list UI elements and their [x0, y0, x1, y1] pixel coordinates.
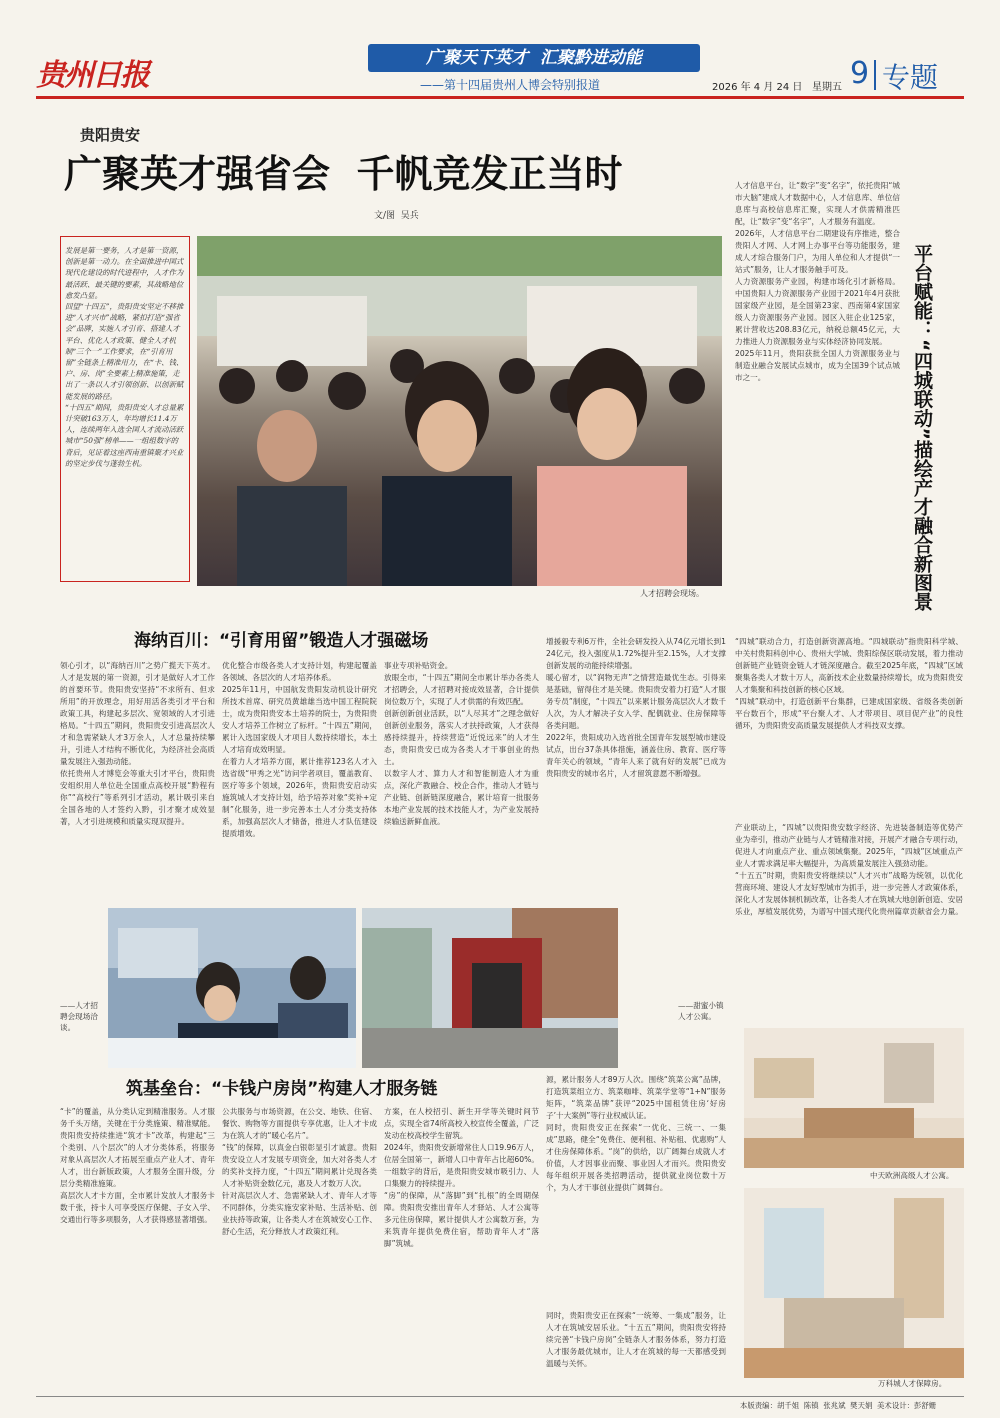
- banner: [368, 44, 700, 72]
- kicker: 贵阳贵安: [80, 126, 141, 144]
- section1-col2: 优化整合市级各类人才支持计划，构建起覆盖各领域、各层次的人才培养体系。 2025年11月，中国航发贵阳发动机设计研究所技术首席、研究员黄雄雄当选中国工程院院士，成为贵阳贵安本土培养的院士，为贵阳贵安人才培养工作树立了标杆。“十四五”期间，累计入选国家级人才项目人数持续增长，本土人才培育成效明显。 在着力人才培养方面，累计推荐123名人才入选省级“甲秀之光”访问学者项目，覆盖教育、医疗等多个领域，2026年，贵阳贵安启动实施筑城人才支持计划，给予培养对象“奖补+定制”化服务，进一步完善本土人才分类支持体系，加强高层次人才储备，推进人才队伍建设提质增效。: [222, 661, 377, 838]
- main-photo-caption: 人才招聘会现场。: [640, 589, 704, 598]
- issue-date: 2026 年 4 月 24 日: [712, 82, 803, 93]
- column-right-low: 产业联动上，“四城”以贵阳贵安数字经济、先进装备制造等优势产业为牵引，推动产业链与人才链精准对接，开展产才融合专项行动，促进人才向重点产业、重点领域集聚。2025年，“四城”区域重点产业人才需求满足率大幅提升，为高质量发展注入强劲动能。 “十五五”时期，贵阳贵安将继续以“人才兴市”战略为统领，以优化营商环境、建设人才友好型城市为抓手，进一步完善人才政策体系，深化人才发展体制机制改革，让各类人才在筑城大地创新创造、安居乐业，厚植发展优势，为谱写中国式现代化贵州篇章贡献省会力量。: [735, 823, 963, 916]
- section-divider: [874, 60, 876, 90]
- section1-col3: 事业专项补贴资金。 放眼全市，“十四五”期间全市累计举办各类人才招聘会，人才招聘对接成效显著，合计提供岗位数万个，实现了人才供需的有效匹配。 创新创新创业活跃，以“人尽其才”之理念做好创新创业服务，落实人才扶持政策，人才获得感持续提升，持续营造“近悦远来”的人才生态，贵阳贵安已成为各类人才干事创业的热土。 以数字人才、算力人才和智能制造人才为重点，深化产教融合、校企合作，推动人才链与产业链、创新链深度融合，累计培育一批服务本地产业发展的技术技能人才，为产业发展持续输送新鲜血液。: [384, 661, 539, 826]
- side-headline: 平台赋能：“四城联动”描绘产才融合新图景: [911, 244, 933, 611]
- section1-col1: 领心引才，以“海纳百川”之势广揽天下英才。人才是发展的第一资源，引才是做好人才工作的首要环节。贵阳贵安坚持“不求所有、但求所用”的开放理念，用好用活各类引才平台和政策工具，构建起多层次、宽领域的人才引进格局。“十四五”期间，贵阳贵安引进高层次人才和急需紧缺人才3万余人，人才总量持续攀升，引进人才结构不断优化，为经济社会高质量发展注入强劲动能。 依托贵州人才博览会等重大引才平台，贵阳贵安组织用人单位赴全国重点高校开展“黔程有你”“高校行”等系列引才活动，累计吸引来自全国各地的人才签约入黔，引才聚才成效显著，人才引进规模和质量实现双提升。: [60, 661, 215, 826]
- issue-weekday: 星期五: [812, 82, 842, 93]
- intro-text: 发展是第一要务，人才是第一资源，创新是第一动力。在全面推进中国式现代化建设的时代进程中，人才作为最活跃、最关键的要素，其战略地位愈发凸显。 回望“十四五”，贵阳贵安坚定不移推进“人才兴市”战略，紧扣打造“强省会”品牌，实施人才引育、搭建人才平台、优化人才政策、健全人才机制“三个一”工作要求，在“引育用留”全链条上精准用力，在“卡、钱、户、房、岗”全要素上精准施策，走出了一条以人才引领创新、以创新赋能发展的路径。 “十四五”期间，贵阳贵安人才总量累计突破163万人，年均增长11.4万人，连续两年入选全国人才流动活跃城市“50强”榜单——一组组数字的背后，见证着这座西南重镇聚才兴业的坚定步伐与蓬勃生机。: [65, 246, 184, 468]
- section-label: 专题: [882, 61, 939, 94]
- crowd-illustration: [197, 236, 722, 586]
- mid-photo-caption: ——甜蜜小镇人才公寓。: [678, 1001, 724, 1021]
- banner-subtitle: ——第十四届贵州人博会特别报道: [420, 78, 601, 92]
- mid-photo: [362, 908, 618, 1068]
- section2-title: 筑基垒台：“卡钱户房岗”构建人才服务链: [126, 1079, 438, 1099]
- right-top-photo: [744, 1028, 964, 1168]
- section1-title: 海纳百川：“引育用留”锻造人才强磁场: [134, 631, 429, 651]
- byline: 文/图 吴兵: [374, 211, 419, 221]
- intro-box: [60, 236, 190, 582]
- column-right-top: 人才信息平台，让“数字”变“名字”，依托贵阳“城市大脑”建成人才数据中心，人才信息库、单位信息库与高校信息库汇聚，实现人才供需精准匹配，让“数字”变“名字”，人才服务有温度。 2026年，人才信息平台二期建设有序推进，整合贵阳人才网、人才网上办事平台等功能服务，建成人才综合服务门户，为用人单位和人才提供“一站式”服务，让人才服务触手可及。 人力资源服务产业园，构建市场化引才新格局。中国贵阳人力资源服务产业园于2021年4月获批国家级产业园，是全国第23家、西南第4家国家级人力资源服务产业园。园区入驻企业125家，累计营收达208.83亿元，纳税总额45亿元，大力推进人力资源服务业与实体经济协同发展。 2025年11月，贵阳获批全国人力资源服务业与制造业融合发展试点城市，成为全国39个试点城市之一。: [735, 181, 900, 382]
- right-bottom-caption: 万科城人才保障房。: [878, 1379, 947, 1388]
- masthead-logo: 贵州日报: [36, 58, 148, 93]
- section2-col1: “卡”的覆盖，从分类认定到精准服务。人才服务千头万绪，关键在于分类施策、精准赋能。贵阳贵安持续推进“筑才卡”改革，构建起“三个类别、八个层次”的人才分类体系，将服务对象从高层次人才拓展至重点产业人才、青年人才，出台新版政策，人才服务全面升级，分层分类精准施策。 高层次人才卡方面，全市累计发放人才服务卡数千张，持卡人可享受医疗保健、子女入学、交通出行等多项服务，人才获得感显著增强。: [60, 1107, 215, 1224]
- right-bottom-photo: [744, 1188, 964, 1378]
- page-number: 9: [850, 56, 870, 91]
- left-photo: [108, 908, 356, 1068]
- headline: 广聚英才强省会 千帆竞发正当时: [64, 152, 623, 196]
- section2-col3: 方案，在人校招引、新生开学等关键时间节点，实现全省74所高校入校宣传全覆盖，广泛发动在校高校学生留筑。 2024年，贵阳贵安新增常住人口19.96万人，位居全国第一，新增人口中青年占比超60%。一组数字的背后，是贵阳贵安城市吸引力、人口集聚力的持续提升。 “房”的保障，从“落脚”到“扎根”的全周期保障。贵阳贵安推出青年人才驿站、人才公寓等多元住房保障，累计提供人才公寓数万套，为来筑青年提供免费住宿，帮助青年人才“落脚”筑城。: [384, 1107, 539, 1248]
- section2-col4: 源，累计服务人才89万人次。围绕“筑菜公寓”品牌，打造筑菜组立方、筑菜咖啡、筑菜学堂等“1+N”服务矩阵，“筑菜品牌”获评“2025中国租赁住房‘好房子’十大案例”等行业权威认证。 同时，贵阳贵安正在探索“一优化、三统一、一集成”思路，健全“免费住、便利租、补贴租、优惠购”人才住房保障体系。“岗”的供给，以广阔舞台成就人才价值，人才因事业而聚、事业因人才而兴。贵阳贵安每年组织开展各类招聘活动，提供就业岗位数十万个，为人才干事创业提供广阔舞台。: [546, 1075, 726, 1192]
- footer-credits: 本版责编：胡千姐 陈镇 张兆斌 樊天娟 美术设计：彭舒姗: [740, 1401, 937, 1410]
- section2-col2: 公共服务与市场资源，在公交、地铁、住宿、餐饮、购物等方面提供专享优惠，让人才卡成为在筑人才的“暖心名片”。 “钱”的保障，以真金白银彰显引才诚意。贵阳贵安设立人才发展专项资金，加大对各类人才的奖补支持力度，“十四五”期间累计兑现各类人才补贴资金数亿元，惠及人才数万人次。 针对高层次人才、急需紧缺人才、青年人才等不同群体，分类实施安家补贴、生活补贴、创业扶持等政策，让各类人才在筑城安心工作、舒心生活，充分释放人才政策红利。: [222, 1107, 377, 1236]
- header-rule: [36, 96, 964, 99]
- column-right-mid: “四城”联动合力，打造创新资源高地。“四城联动”指贵阳科学城、中关村贵阳科创中心、贵州大学城、贵阳综保区联动发展，着力推动创新链产业链资金链人才链深度融合。截至2025年底，“四城”区域聚集各类人才数十万人，高新技术企业数量持续增长，成为贵阳贵安人才集聚和科技创新的核心区域。 “四城”联动中，打造创新平台集群，已建成国家级、省级各类创新平台数百个，形成“平台聚人才、人才带项目、项目促产业”的良性循环，为贵阳贵安高质量发展提供人才科技双支撑。: [735, 637, 963, 730]
- footer-rule: [36, 1396, 964, 1397]
- section1-col4: 增援毅专利6万件，全社会研发投入从74亿元增长到124亿元，投入强度从1.72%提升至2.15%，人才支撑创新发展的动能持续增强。 暖心留才，以“润物无声”之情营造最优生态。引得来是基础，留得住才是关键。贵阳贵安着力打造“人才服务专员”制度，“十四五”以来累计服务高层次人才数千人次，为人才解决子女入学、配偶就业、住房保障等各类问题。 2022年，贵阳成功入选首批全国青年发展型城市建设试点，出台37条具体措施，涵盖住房、教育、医疗等青年关心的领域，“青年人来了就有好的发展”已成为贵阳贵安的城市名片，人才留筑意愿不断增强。: [546, 637, 726, 778]
- section2-col5: 同时，贵阳贵安正在探索“一统筹、一集成”服务，让人才在筑城安居乐业。“十五五”期间，贵阳贵安将持续完善“卡钱户房岗”全链条人才服务体系，努力打造人才服务最优城市，让人才在筑城的每一天都感受到温暖与关怀。: [546, 1311, 726, 1368]
- banner-title: 广聚天下英才 汇聚黔进动能: [426, 48, 642, 68]
- main-photo: [197, 236, 722, 586]
- right-top-caption: 中天欧洲高级人才公寓。: [870, 1171, 954, 1180]
- left-photo-caption: ——人才招聘会现场洽谈。: [60, 1001, 98, 1032]
